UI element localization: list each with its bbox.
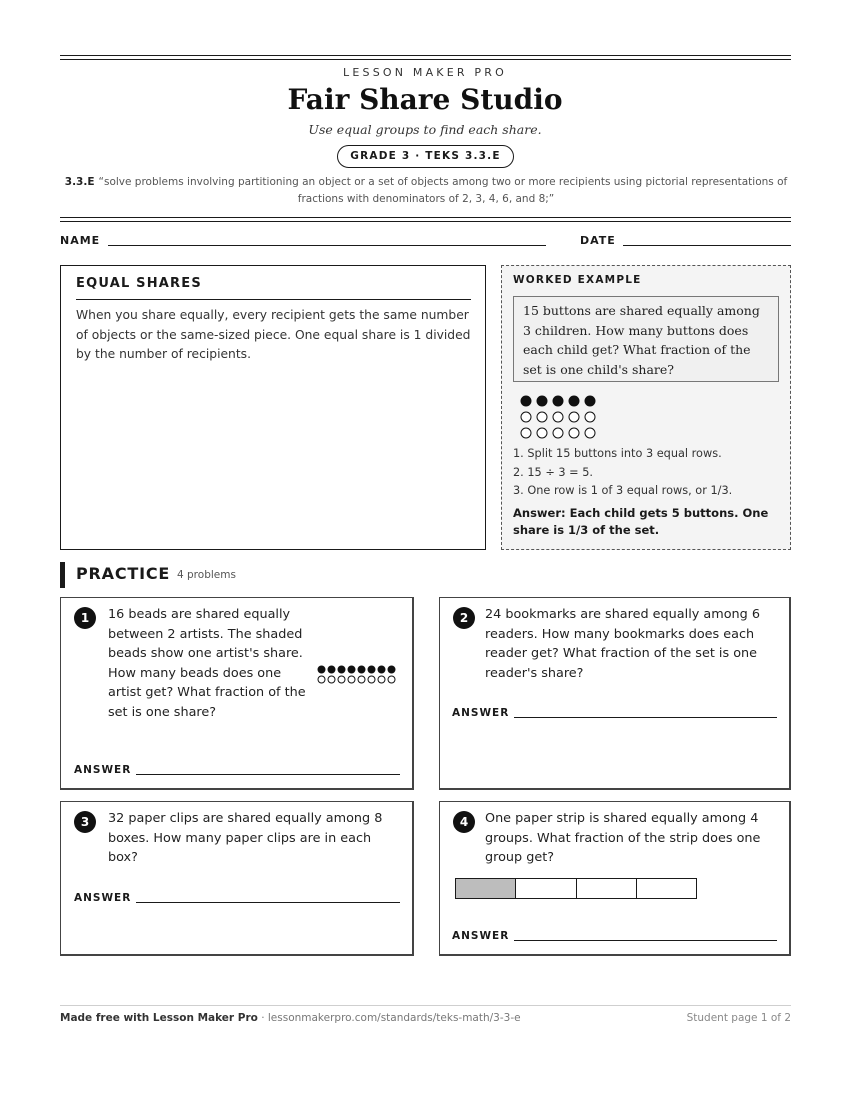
standard-code: 3.3.E bbox=[64, 176, 95, 188]
worked-dot-row-2-empty-dot bbox=[585, 412, 595, 422]
problem-3-text: 32 paper clips are shared equally among 8 boxes. How many paper clips are in each box? bbox=[108, 811, 383, 865]
problem-4-card bbox=[439, 801, 791, 956]
practice-count: 4 problems bbox=[177, 569, 236, 581]
worked-dot-row-1-filled-dot bbox=[585, 396, 595, 406]
worked-example-answer: Answer: Each child gets 5 buttons. One share is 1/3 of the set. bbox=[513, 506, 769, 537]
name-line[interactable] bbox=[108, 245, 546, 246]
worked-dot-row-3 bbox=[520, 427, 600, 439]
problem-2-number: 2 bbox=[453, 607, 475, 629]
footer-made-with: Made free with Lesson Maker Pro bbox=[60, 1012, 258, 1024]
worked-step-3: 3. One row is 1 of 3 equal rows, or 1/3. bbox=[513, 484, 733, 497]
equal-shares-body: When you share equally, every recipient gets the same number of objects or the same-sized piece. One equal share is 1 divided by the number of recipients. bbox=[76, 308, 471, 361]
worked-dot-row-2-empty-dot bbox=[553, 412, 563, 422]
footer-page-number: Student page 1 of 2 bbox=[686, 1012, 791, 1024]
problem-4-number: 4 bbox=[453, 811, 475, 833]
worked-dot-row-2-empty-dot bbox=[569, 412, 579, 422]
problem-1-bead-row-2-empty-dot bbox=[318, 676, 325, 683]
footer-url[interactable]: · lessonmakerpro.com/standards/teks-math/3-3-e bbox=[257, 1012, 521, 1024]
problem-1-bead-row-2-empty-dot bbox=[348, 676, 355, 683]
worked-dot-row-3-empty-dot bbox=[537, 428, 547, 438]
worked-dot-row-3-empty-dot bbox=[521, 428, 531, 438]
worked-dot-row-1-filled-dot bbox=[553, 396, 563, 406]
strip-part-shaded bbox=[456, 879, 516, 898]
equal-shares-heading: EQUAL SHARES bbox=[76, 276, 202, 291]
worked-dot-row-2-empty-dot bbox=[537, 412, 547, 422]
grade-badge: GRADE 3 · TEKS 3.3.E bbox=[337, 145, 514, 168]
problem-3-card bbox=[60, 801, 414, 956]
problem-1-bead-row-2-empty-dot bbox=[358, 676, 365, 683]
problem-4-fraction-strip bbox=[455, 878, 697, 899]
worksheet-subtitle: Use equal groups to find each share. bbox=[308, 122, 542, 137]
strip-part bbox=[577, 879, 637, 898]
problem-1-bead-row-1-filled-dot bbox=[368, 666, 375, 673]
date-line[interactable] bbox=[623, 245, 791, 246]
standard-description: “solve problems involving partitioning an object or a set of objects among two or more recipients using pictorial representations of fractions with denominators of 2, 3, 4, 6, and 8;” bbox=[98, 176, 788, 205]
problem-1-answer-line[interactable] bbox=[136, 774, 400, 775]
problem-2-answer-line[interactable] bbox=[514, 717, 777, 718]
problem-3-answer-line[interactable] bbox=[136, 902, 400, 903]
problem-1-bead-row-2 bbox=[317, 675, 401, 684]
worked-dot-row-2 bbox=[520, 411, 600, 423]
worked-dot-row-3-empty-dot bbox=[585, 428, 595, 438]
problem-1-number: 1 bbox=[74, 607, 96, 629]
worked-dot-row-1-filled-dot bbox=[521, 396, 531, 406]
worked-dot-row-1 bbox=[520, 395, 600, 407]
equal-shares-divider bbox=[76, 299, 471, 300]
worked-example-heading: WORKED EXAMPLE bbox=[513, 274, 642, 286]
header-bottom-double-rule bbox=[60, 217, 791, 222]
problem-1-bead-row-1-filled-dot bbox=[328, 666, 335, 673]
problem-1-card bbox=[60, 597, 414, 790]
problem-1-bead-row-1-filled-dot bbox=[378, 666, 385, 673]
problem-3-number: 3 bbox=[74, 811, 96, 833]
worked-dot-row-3-empty-dot bbox=[553, 428, 563, 438]
problem-1-bead-row-1 bbox=[317, 665, 401, 674]
worked-dot-row-3-empty-dot bbox=[569, 428, 579, 438]
problem-2-card bbox=[439, 597, 791, 790]
brand-name: LESSON MAKER PRO bbox=[343, 66, 507, 79]
problem-1-answer-label: ANSWER bbox=[74, 764, 132, 776]
strip-part bbox=[516, 879, 576, 898]
problem-1-bead-row-1-filled-dot bbox=[318, 666, 325, 673]
strip-part bbox=[637, 879, 696, 898]
problem-4-text: One paper strip is shared equally among 4 groups. What fraction of the strip does one group get? bbox=[485, 811, 761, 865]
problem-1-text: 16 beads are shared equally between 2 artists. The shaded beads show one artist's share. How many beads does one artist get? What fraction of the set is one share? bbox=[108, 607, 306, 720]
problem-1-bead-row-2-empty-dot bbox=[338, 676, 345, 683]
equal-shares-box bbox=[60, 265, 486, 550]
worked-example-box bbox=[501, 265, 791, 550]
top-double-rule bbox=[60, 55, 791, 60]
problem-1-bead-row-1-filled-dot bbox=[348, 666, 355, 673]
worked-dot-row-1-filled-dot bbox=[537, 396, 547, 406]
problem-2-text: 24 bookmarks are shared equally among 6 readers. How many bookmarks does each reader get? What fraction of the set is one reader's share? bbox=[485, 607, 760, 681]
problem-4-answer-label: ANSWER bbox=[452, 930, 510, 942]
worked-example-question: 15 buttons are shared equally among 3 children. How many buttons does each child get? What fraction of the set is one child's share? bbox=[513, 296, 779, 382]
practice-accent-bar bbox=[60, 562, 65, 588]
standard-text bbox=[62, 174, 790, 208]
problem-1-bead-row-1-filled-dot bbox=[338, 666, 345, 673]
problem-1-bead-row-2-empty-dot bbox=[378, 676, 385, 683]
worked-dot-row-2-empty-dot bbox=[521, 412, 531, 422]
footer-divider bbox=[60, 1005, 791, 1006]
problem-3-answer-label: ANSWER bbox=[74, 892, 132, 904]
problem-1-bead-row-2-empty-dot bbox=[368, 676, 375, 683]
problem-1-bead-row-1-filled-dot bbox=[388, 666, 395, 673]
practice-title: PRACTICE bbox=[76, 564, 171, 583]
worksheet-title: Fair Share Studio bbox=[287, 83, 563, 116]
date-label: DATE bbox=[580, 234, 616, 247]
problem-2-answer-label: ANSWER bbox=[452, 707, 510, 719]
worked-step-2: 2. 15 ÷ 3 = 5. bbox=[513, 466, 594, 479]
problem-4-answer-line[interactable] bbox=[514, 940, 777, 941]
problem-1-bead-row-1-filled-dot bbox=[358, 666, 365, 673]
problem-1-bead-row-2-empty-dot bbox=[328, 676, 335, 683]
worked-dot-row-1-filled-dot bbox=[569, 396, 579, 406]
problem-1-bead-row-2-empty-dot bbox=[388, 676, 395, 683]
name-label: NAME bbox=[60, 234, 101, 247]
footer-credit bbox=[60, 1012, 521, 1024]
worked-step-1: 1. Split 15 buttons into 3 equal rows. bbox=[513, 447, 722, 460]
